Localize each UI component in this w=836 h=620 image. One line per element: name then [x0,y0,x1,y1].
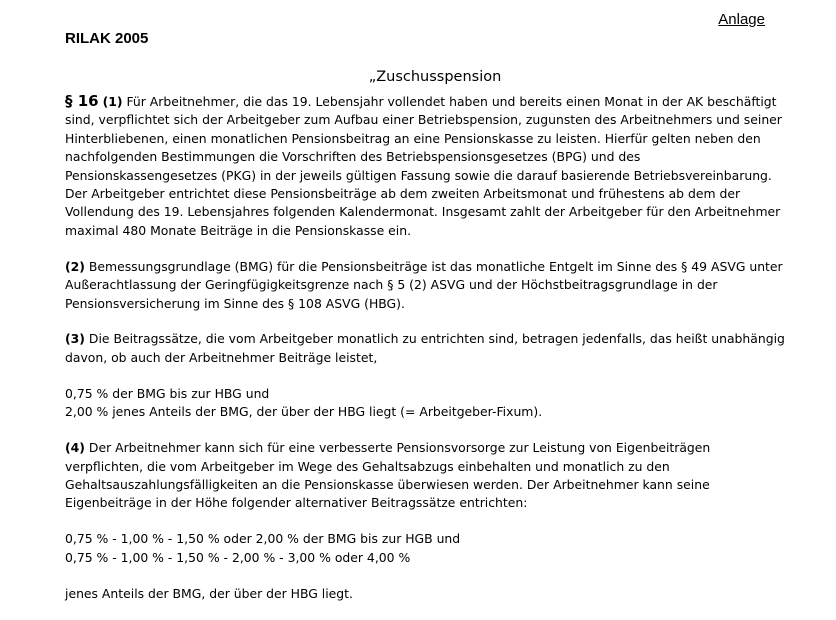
employer-rates [65,385,785,422]
document-body [65,92,785,620]
employer-rate-line: 2,00 % jenes Anteils der BMG, der über der HBG liegt (= Arbeitgeber-Fixum). [65,404,543,420]
paragraph-mark: § 16 [65,92,99,110]
employee-rate-line: 0,75 % - 1,00 % - 1,50 % - 2,00 % - 3,00 % oder 4,00 % [65,549,411,565]
subsection-1-text: Für Arbeitnehmer, die das 19. Lebensjahr vollendet haben und bereits einen Monat in der AK beschäftigt sind, verpflichtet sich der Arbeitgeber zum Aufbau einer Betriebspension, zugunsten des Arbeitnehmers und seiner Hinterbliebenen, einen monatlichen Pensionsbeitrag an eine Pensionskasse zu leisten. Hierfür gelten neben den nachfolgenden Bestimmungen die Vorschriften des Betriebspensionsgesetzes (BPG) und des Pensionskassengesetzes (PKG) in der jeweils gültigen Fassung sowie die darauf basierende Betriebsvereinbarung. Der Arbeitgeber entrichtet diese Pensionsbeiträge ab dem zweiten Arbeitsmonat und frühestens ab dem der Vollendung des 19. Lebensjahres folgenden Kalendermonat. Insgesamt zahlt der Arbeitgeber für den Arbeitnehmer maximal 480 Monate Beiträge in die Pensionskasse ein. [65,94,782,238]
subsection-3-text: Die Beitragssätze, die vom Arbeitgeber monatlich zu entrichten sind, betragen jedenfalls, das heißt unabhängig davon, ob auch der Arbeitnehmer Beiträge leistet, [65,331,785,365]
paragraph-2 [65,258,785,313]
subsection-3-number: (3) [65,331,85,347]
subsection-2-text: Bemessungsgrundlage (BMG) für die Pensionsbeiträge ist das monatliche Entgelt im Sinne des § 49 ASVG unter Außerachtlassung der Geringfügigkeitsgrenze nach § 5 (2) ASVG und der Höchstbeitragsgrundlage in der Pensionsversicherung im Sinne des § 108 ASVG (HBG). [65,258,783,311]
document-id: RILAK 2005 [65,30,149,47]
subsection-2-number: (2) [65,258,85,274]
employer-rate-line: 0,75 % der BMG bis zur HBG und [65,385,270,401]
closing-text: jenes Anteils der BMG, der über der HBG liegt. [65,585,353,601]
section-title: „Zuschusspension [368,69,502,85]
subsection-4-number: (4) [65,440,85,456]
subsection-1-number: (1) [102,94,123,109]
paragraph-4 [65,439,785,513]
appendix-label: Anlage [718,11,765,28]
paragraph-1 [65,92,785,240]
paragraph-3 [65,330,785,367]
employee-rates [65,530,785,567]
employee-rate-line: 0,75 % - 1,00 % - 1,50 % oder 2,00 % der BMG bis zur HGB und [65,531,461,547]
subsection-4-text: Der Arbeitnehmer kann sich für eine verbesserte Pensionsvorsorge zur Leistung von Eigenbeiträgen verpflichten, die vom Arbeitgeber im Wege des Gehaltsabzugs einbehalten und monatlich zu den Gehaltsauszahlungsfälligkeiten an die Pensionskasse überwiesen werden. Der Arbeitnehmer kann seine Eigenbeiträge in der Höhe folgender alternativer Beitragssätze entrichten: [65,440,711,511]
